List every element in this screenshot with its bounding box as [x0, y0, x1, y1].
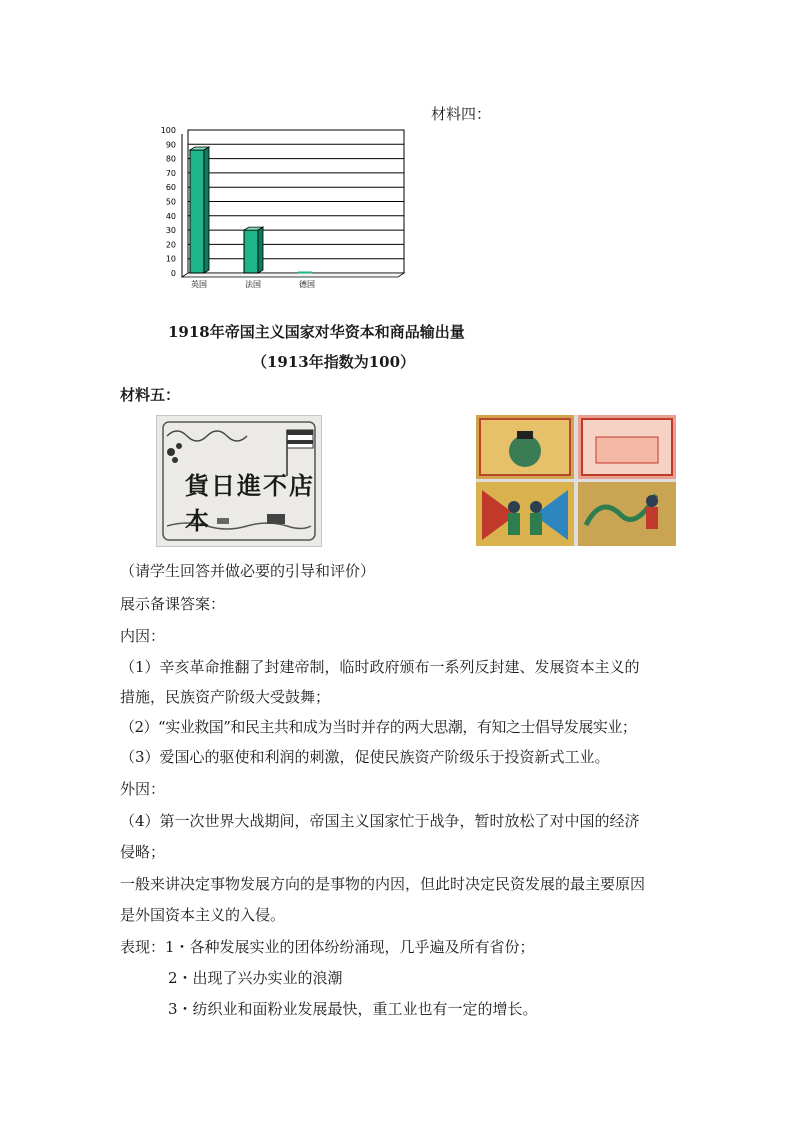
- bar: [190, 150, 204, 273]
- y-tick-label: 40: [165, 211, 176, 221]
- x-tick-label: 法国: [245, 280, 261, 289]
- manifest-line1: [120, 936, 535, 957]
- material4-label: 材料四：: [431, 105, 492, 123]
- y-tick-label: 10: [165, 254, 176, 264]
- chart-floor: [182, 273, 404, 277]
- bar: [244, 230, 258, 273]
- bar-chart: [150, 122, 412, 292]
- bar-side: [258, 227, 263, 273]
- manifest-item-3: 3・纺织业和面粉业发展最快，重工业也有一定的增长。: [168, 1000, 538, 1018]
- point1-line1: （1）辛亥革命推翻了封建帝制，临时政府颁布一系列反封建、发展资本主义的: [120, 658, 640, 676]
- y-tick-label: 80: [165, 154, 176, 164]
- point2-line: （2）“实业救国”和民主共和成为当时并存的两大思潮，有知之士倡导发展实业；: [120, 718, 637, 736]
- internal-heading: 内因：: [120, 627, 166, 645]
- chart-subtitle: （1913年指数为100）: [252, 353, 416, 371]
- point4-line1: （4）第一次世界大战期间，帝国主义国家忙于战争，暂时放松了对中国的经济: [120, 812, 640, 830]
- point4-line2: 侵略；: [120, 843, 166, 861]
- y-tick-label: 0: [170, 269, 176, 278]
- point3-line: （3）爱国心的驱使和利润的刺激，促使民族资产阶级乐于投资新式工业。: [120, 748, 610, 766]
- y-tick-label: 100: [160, 126, 176, 135]
- external-heading: 外因：: [120, 780, 166, 798]
- y-tick-label: 90: [165, 140, 176, 150]
- chart-title: 1918年帝国主义国家对华资本和商品输出量: [168, 323, 465, 341]
- manifest-label: 表现：: [120, 938, 166, 956]
- general-line2: 是外国资本主义的入侵。: [120, 906, 286, 924]
- bar-side: [204, 147, 209, 273]
- y-tick-label: 50: [165, 197, 176, 207]
- general-line1: 一般来讲决定事物发展方向的是事物的内因，但此时决定民资发展的最主要原因: [120, 875, 646, 893]
- matchbox-labels-photo: [476, 415, 676, 546]
- point1-line2: 措施，民族资产阶级大受鼓舞；: [120, 688, 331, 706]
- y-tick-label: 30: [165, 226, 176, 236]
- x-tick-label: 德国: [299, 280, 315, 289]
- y-tick-label: 70: [165, 168, 176, 178]
- manifest-item-2: 2・出现了兴办实业的浪潮: [168, 969, 343, 987]
- y-tick-label: 60: [165, 183, 176, 193]
- manifest-item-1: 1・各种发展实业的团体纷纷涌现，几乎遍及所有省份；: [165, 938, 535, 956]
- x-tick-label: 英国: [191, 280, 207, 289]
- shop-sign-photo: [156, 415, 322, 547]
- shop-sign-text: 貨日進不店本: [185, 471, 315, 535]
- material5-label: 材料五：: [120, 386, 181, 404]
- y-tick-label: 20: [165, 240, 176, 250]
- show-answer-line: 展示备课答案：: [120, 595, 226, 613]
- note-line: （请学生回答并做必要的引导和评价）: [120, 562, 376, 580]
